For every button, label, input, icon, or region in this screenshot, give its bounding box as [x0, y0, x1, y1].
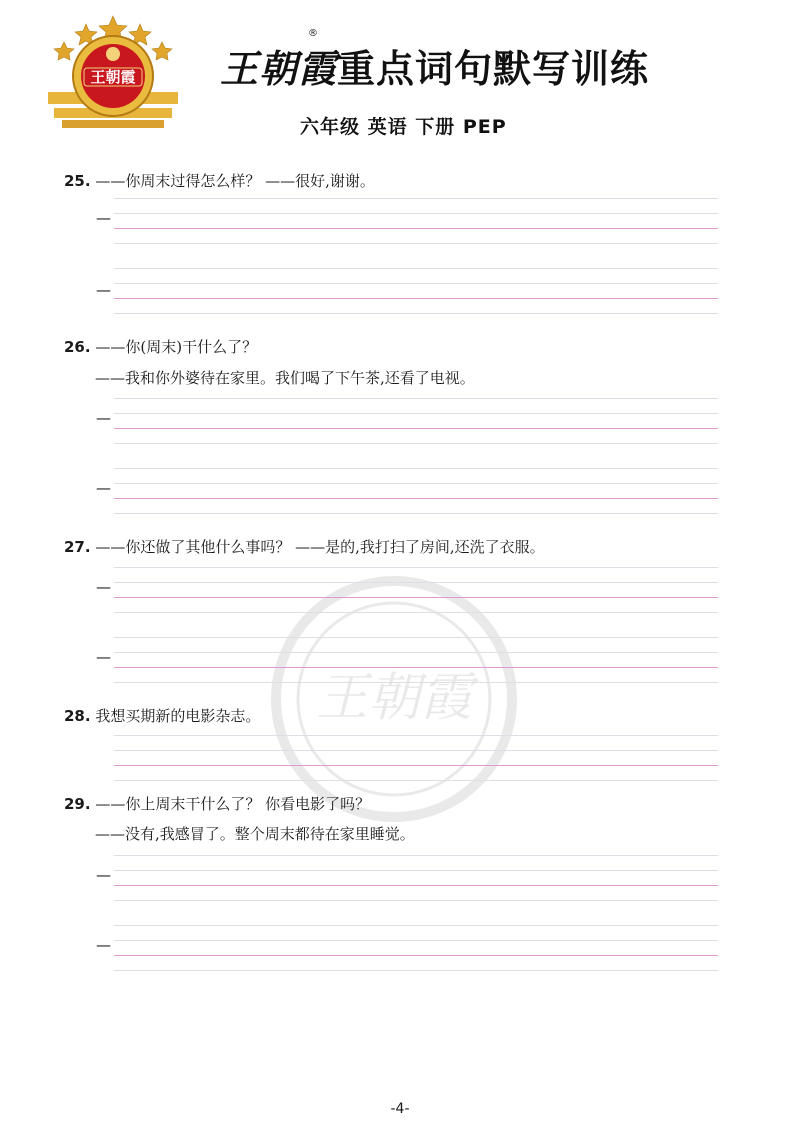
question-number: 28. — [64, 707, 91, 725]
writing-baseline — [114, 955, 718, 956]
writing-line — [114, 198, 718, 199]
brand-logo — [46, 14, 180, 130]
writing-line — [114, 780, 718, 781]
question-25 — [64, 171, 375, 191]
writing-line — [114, 855, 718, 856]
writing-line — [114, 283, 718, 284]
writing-line — [114, 398, 718, 399]
writing-baseline — [114, 765, 718, 766]
writing-line — [114, 513, 718, 514]
answer-dash: — — [96, 648, 111, 666]
brand-name: 王朝霞 — [220, 46, 338, 91]
writing-line — [114, 940, 718, 941]
writing-line — [114, 637, 718, 638]
writing-line — [114, 567, 718, 568]
answer-dash: — — [96, 209, 111, 227]
answer-dash: — — [96, 936, 111, 954]
logo-text: 王朝霞 — [90, 68, 136, 86]
grade-subject-subtitle: 六年级 英语 下册 PEP — [300, 116, 507, 138]
question-27 — [64, 537, 545, 557]
answer-dash: — — [96, 866, 111, 884]
watermark-text: 王朝霞 — [315, 668, 473, 728]
question-number: 29. — [64, 795, 91, 813]
question-number: 27. — [64, 538, 91, 556]
writing-baseline — [114, 597, 718, 598]
writing-line — [114, 750, 718, 751]
writing-line — [114, 483, 718, 484]
writing-line — [114, 652, 718, 653]
writing-line — [114, 413, 718, 414]
writing-baseline — [114, 885, 718, 886]
writing-baseline — [114, 667, 718, 668]
worksheet-title: 重点词句默写训练 — [337, 47, 650, 91]
writing-line — [114, 735, 718, 736]
question-text: 我想买期新的电影杂志。 — [95, 707, 261, 725]
question-text: ——你还做了其他什么事吗？ ——是的,我打扫了房间,还洗了衣服。 — [95, 538, 545, 556]
writing-baseline — [114, 428, 718, 429]
writing-line — [114, 870, 718, 871]
question-29-line-2: ——没有,我感冒了。整个周末都待在家里睡觉。 — [95, 825, 415, 843]
answer-dash: — — [96, 281, 111, 299]
question-text: ——你周末过得怎么样？ ——很好,谢谢。 — [95, 172, 375, 190]
question-number: 26. — [64, 338, 91, 356]
writing-line — [114, 243, 718, 244]
question-26-line-2: ——我和你外婆待在家里。我们喝了下午茶,还看了电视。 — [95, 369, 475, 387]
registered-mark: ® — [308, 28, 318, 39]
writing-line — [114, 213, 718, 214]
writing-baseline — [114, 298, 718, 299]
writing-line — [114, 925, 718, 926]
question-number: 25. — [64, 172, 91, 190]
writing-line — [114, 268, 718, 269]
page-number: -4- — [390, 1101, 410, 1117]
question-28 — [64, 706, 260, 726]
writing-line — [114, 313, 718, 314]
writing-baseline — [114, 228, 718, 229]
question-29 — [64, 794, 370, 814]
brand-title — [220, 44, 660, 94]
answer-dash: — — [96, 578, 111, 596]
writing-line — [114, 900, 718, 901]
writing-line — [114, 582, 718, 583]
answer-dash: — — [96, 409, 111, 427]
writing-baseline — [114, 498, 718, 499]
writing-line — [114, 682, 718, 683]
writing-line — [114, 970, 718, 971]
writing-line — [114, 612, 718, 613]
writing-line — [114, 468, 718, 469]
answer-dash: — — [96, 479, 111, 497]
question-text: ——你(周末)干什么了？ — [95, 338, 258, 356]
question-26 — [64, 337, 257, 357]
question-text: ——你上周末干什么了？ 你看电影了吗？ — [95, 795, 371, 813]
writing-line — [114, 443, 718, 444]
